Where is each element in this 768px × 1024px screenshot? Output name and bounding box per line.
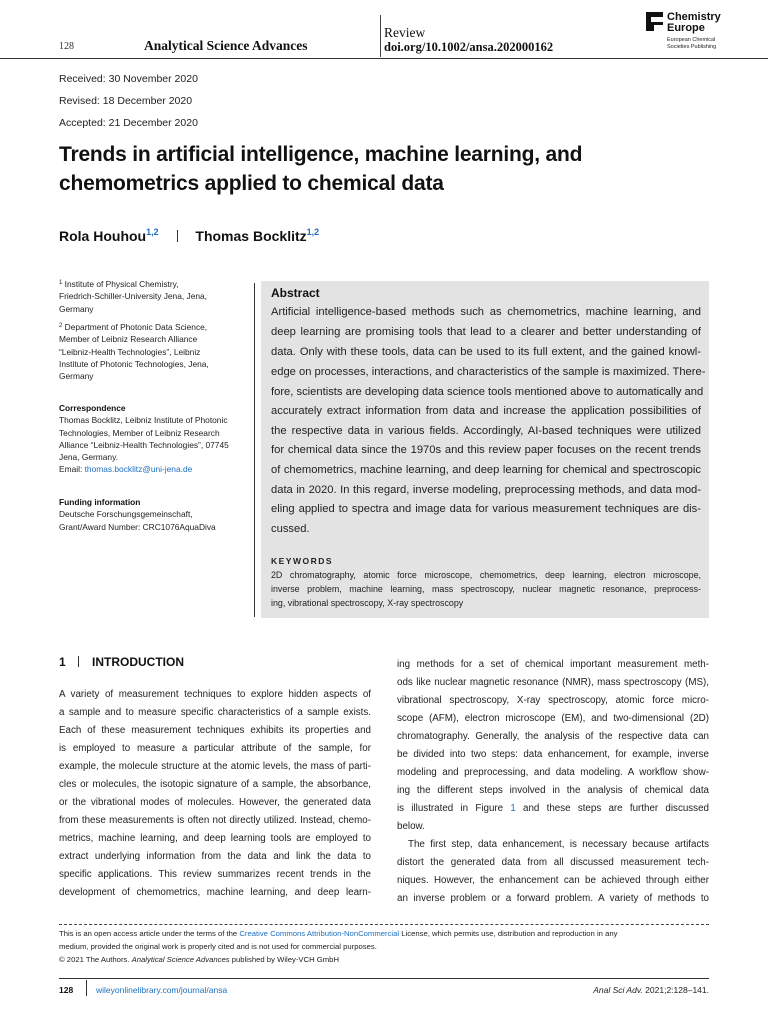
abstract-line: of chemometrics, machine learning, and deep learning for chemical and spectroscopic (271, 464, 701, 476)
body-text-line: metrics, machine learning, and deep learning tools are employed to (59, 833, 371, 844)
journal-name: Analytical Science Advances (144, 38, 308, 53)
body-text-line: modeling and preprocessing, and data modeling. A workflow show- (397, 767, 709, 778)
logo-name-line-1: Chemistry (667, 11, 721, 23)
keywords-line: ing, vibrational spectroscopy, X-ray spectroscopy (271, 598, 464, 608)
body-text-line: be divided into two steps: data enhancement, for example, inverse (397, 749, 709, 760)
title-line: Trends in artificial intelligence, machine learning, and (59, 143, 583, 166)
header-divider (380, 15, 381, 57)
author-affiliation-ref[interactable]: 1,2 (306, 227, 320, 237)
article-type: Review (384, 25, 426, 40)
body-text-line: is employed to measure a particular attribute of the sample, for (59, 743, 371, 754)
body-text-line: niques. However, the enhancement can be achieved through either (397, 875, 709, 886)
accepted-date: Accepted: 21 December 2020 (59, 117, 198, 129)
received-date: Received: 30 November 2020 (59, 73, 198, 85)
body-text-line: cles or molecules, the isotopic signature of a sample, the absorbance, (59, 779, 371, 790)
affiliation-number: 1 (59, 280, 63, 286)
license-divider (59, 924, 709, 925)
body-text-line: The first step, data enhancement, is necessary because artifacts (408, 839, 709, 850)
abstract-line: fore, scientists are developing data science tools mentioned above to automatically and (271, 386, 704, 398)
body-text-line: A variety of measurement techniques to explore hidden aspects of (59, 689, 371, 700)
correspondence-block: Correspondence Thomas Bocklitz, Leibniz Institute of Photonic Technologies, Member of Leibniz Research Alliance “Leibniz-Health Technologies”, 07745 Jena, Germany. Email: thomas.bocklitz@uni-jena.de (59, 402, 249, 476)
abstract-line: cussed. (271, 523, 310, 535)
publisher-logo (646, 11, 746, 55)
logo-subtitle-line-2: Societies Publishing (667, 44, 717, 50)
abstract-line: the respective data in various fields. Accordingly, AI-based techniques were utilized (271, 425, 701, 437)
sidebar-divider (254, 283, 255, 617)
body-text-line: an inverse problem or a forward problem. A variety of methods to (397, 893, 709, 904)
body-text-line: distort the generated data from all discussed measurement tech- (397, 857, 709, 868)
body-text-line: ing the different steps involved in the analysis of chemical data (397, 785, 709, 796)
author-name[interactable]: Rola Houhou (59, 228, 147, 244)
abstract-line: deep learning are promising tools that lead to a clearer and better understanding of (271, 326, 701, 338)
author-separator (177, 230, 178, 242)
correspondence-heading: Correspondence (59, 403, 126, 413)
footer-page-number: 128 (59, 985, 74, 995)
abstract-line: eling applied to spectra and image data for various measurement techniques are dis- (271, 503, 701, 515)
funding-heading: Funding information (59, 497, 141, 507)
author-affiliation-ref[interactable]: 1,2 (146, 227, 159, 237)
title-line: chemometrics applied to chemical data (59, 172, 444, 195)
license-line: This is an open access article under the terms of the Creative Commons Attribution-NonCommercial License, which permits use, distribution and reproduction in any (59, 929, 618, 938)
affiliation-2: $^2$ Department of Photonic Data Science, Member of Leibniz Research Alliance “Leibniz-Health Technologies”, Leibniz Institute of Photonic Technologies, Jena, Germany (59, 322, 209, 382)
body-text-line: a sample and to measure specific characteristics of a sample exists. (59, 707, 371, 718)
body-text-line: is illustrated in Figure 1 and these steps are further discussed (397, 803, 709, 814)
keywords-heading: KEYWORDS (271, 556, 334, 566)
body-text-line: ods like nuclear magnetic resonance (NMR), mass spectroscopy (MS), (397, 677, 709, 688)
body-text-line: example, the molecule structure at the atomic levels, the mass of parti- (59, 761, 371, 772)
author-name[interactable]: Thomas Bocklitz (195, 228, 307, 244)
author-list (59, 227, 319, 244)
section-title: INTRODUCTION (92, 655, 184, 669)
revised-date: Revised: 18 December 2020 (59, 95, 193, 107)
abstract-heading: Abstract (271, 286, 320, 300)
body-text-line: vibrational spectroscopy, X-ray spectroscopy, atomic force micro- (397, 695, 709, 706)
body-text-line: specific applications. This review summarizes recent trends in the (59, 869, 371, 880)
body-text-line: ing methods for a set of chemical important measurement meth- (397, 659, 709, 670)
citation-text: Anal Sci Adv. 2021;2:128–141. (593, 985, 709, 995)
header-page-number: 128 (59, 41, 74, 52)
abstract-line: accurately extract information from data and increase the application possibilities of (271, 405, 701, 417)
abstract-line: data. Only with these tools, data can be used to its full extent, and the gained knowl- (271, 346, 701, 358)
body-text-line: from these measurements is often not directly utilized. Instead, chemo- (59, 815, 371, 826)
email-link[interactable]: thomas.bocklitz@uni-jena.de (84, 464, 193, 475)
abstract-line: data in 2020. In this regard, inverse modeling, preprocessing methods, and data mod- (271, 484, 701, 496)
body-text-line: Each of these measurement techniques exhibits its properties and (59, 725, 371, 736)
section-separator (78, 656, 79, 667)
footer-rule (59, 978, 709, 979)
funding-block: Funding information Deutsche Forschungsgemeinschaft, Grant/Award Number: CRC1076AquaDiva (59, 496, 249, 533)
body-text-line: scope (AFM), electron microscope (EM), and two-dimensional (2D) (397, 713, 709, 724)
affiliation-number: 2 (59, 323, 63, 329)
body-text-line: extract underlying information from the data and link the data to (59, 851, 371, 862)
header-rule (0, 58, 768, 59)
keywords-line: inverse problem, machine learning, mass spectroscopy, nuclear magnetic resonance, preprocess- (271, 584, 701, 594)
logo-subtitle-line-1: European Chemical (667, 37, 716, 43)
email-label: Email: (59, 464, 85, 475)
copyright-line: © 2021 The Authors. Analytical Science Advances published by Wiley-VCH GmbH (59, 955, 339, 964)
figure-1-link[interactable]: 1 (510, 803, 516, 814)
abstract-line: for chemical data since the 1970s and this review paper focuses on the recent trends (271, 444, 701, 456)
abstract-line: edge on processes, interactions, and characteristics of the sample is maximized. There- (271, 366, 706, 378)
journal-url-link[interactable]: wileyonlinelibrary.com/journal/ansa (96, 985, 228, 995)
body-text-line: or the vibrational modes of molecules. However, the generated data (59, 797, 371, 808)
abstract-line: Artificial intelligence-based methods such as chemometrics, machine learning, and (271, 306, 701, 318)
section-number: 1 (59, 655, 66, 669)
body-text-line: chromatography. Generally, the analysis of the respective data can (397, 731, 709, 742)
body-text-line: development of chemometrics, machine learning, and deep learn- (59, 887, 371, 898)
chemistry-europe-logo-icon (646, 12, 663, 31)
keywords-line: 2D chromatography, atomic force microscope, chemometrics, deep learning, electron microscope, (271, 570, 701, 580)
body-text-line: below. (397, 821, 425, 832)
doi-link[interactable]: doi.org/10.1002/ansa.202000162 (384, 40, 554, 54)
article-title (59, 140, 699, 198)
affiliation-1: $^1$ Institute of Physical Chemistry, Friedrich-Schiller-University Jena, Jena, Germany (59, 279, 208, 314)
license-line: medium, provided the original work is properly cited and is not used for commercial purposes. (59, 942, 377, 951)
license-link[interactable]: Creative Commons Attribution-NonCommercial (239, 929, 400, 938)
logo-name-line-2: Europe (667, 22, 705, 34)
footer-separator (86, 980, 87, 996)
